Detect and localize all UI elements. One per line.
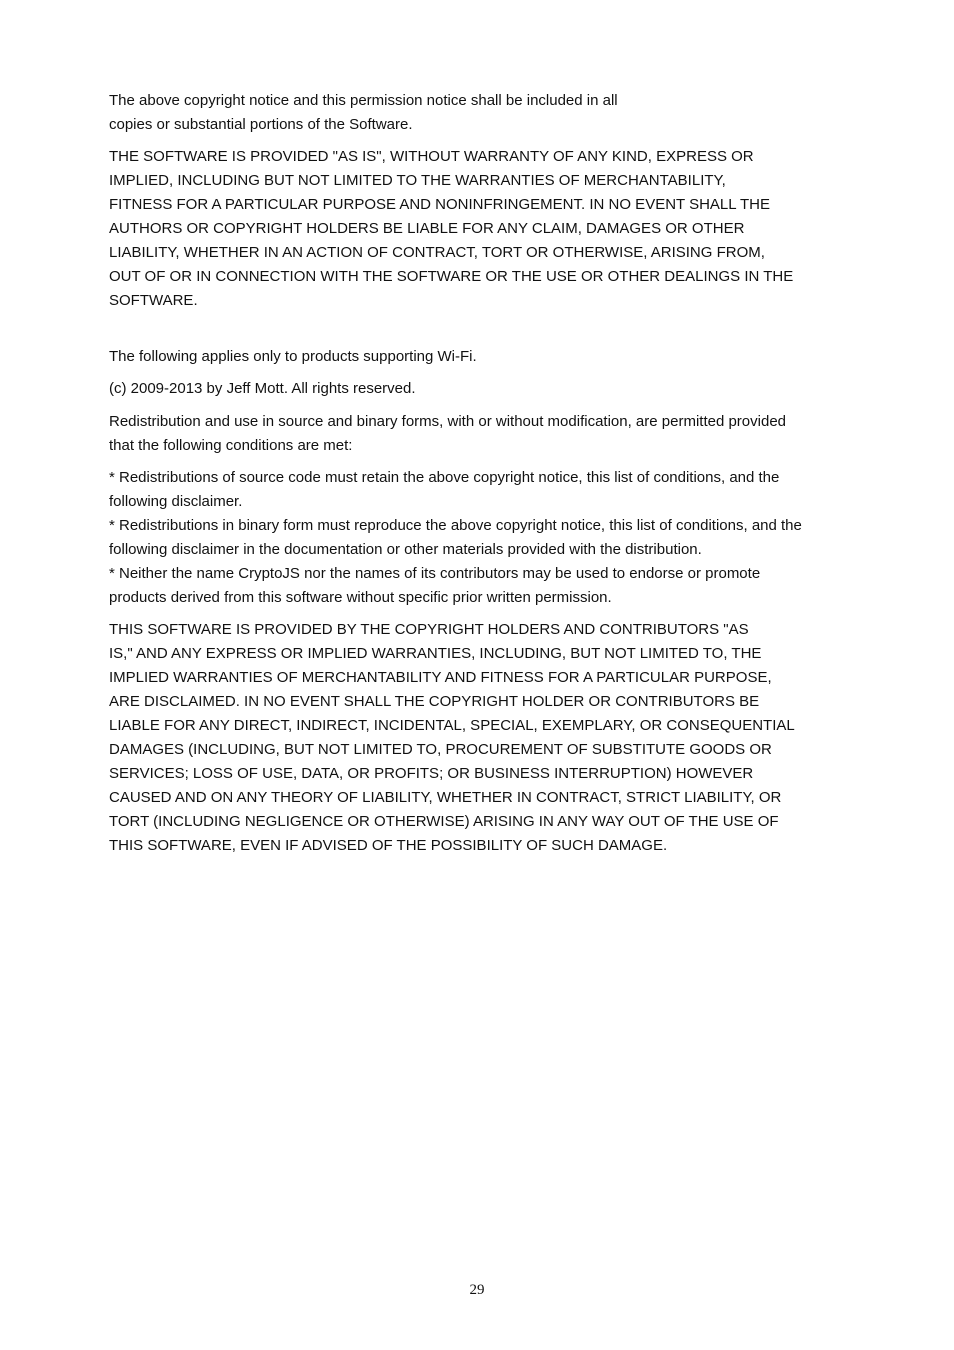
copyright-notice-paragraph: The above copyright notice and this permission notice shall be included in all copies or substantial portions of the Software. (109, 92, 618, 133)
liability-disclaimer-paragraph: THIS SOFTWARE IS PROVIDED BY THE COPYRIGHT HOLDERS AND CONTRIBUTORS "AS IS," AND ANY EXPRESS OR IMPLIED WARRANTIES, INCLUDING, BUT NOT LIMITED TO, THE IMPLIED WARRANTIES OF MERCHANTABILITY AND FITNESS FOR A PARTICULAR PURPOSE, ARE DISCLAIMED. IN NO EVENT SHALL THE COPYRIGHT HOLDER OR CONTRIBUTORS BE LIABLE FOR ANY DIRECT, INDIRECT, INCIDENTAL, SPECIAL, EXEMPLARY, OR CONSEQUENTIAL DAMAGES (INCLUDING, BUT NOT LIMITED TO, PROCUREMENT OF SUBSTITUTE GOODS OR SERVICES; LOSS OF USE, DATA, OR PROFITS; OR BUSINESS INTERRUPTION) HOWEVER CAUSED AND ON ANY THEORY OF LIABILITY, WHETHER IN CONTRACT, STRICT LIABILITY, OR TORT (INCLUDING NEGLIGENCE OR OTHERWISE) ARISING IN ANY WAY OUT OF THE USE OF THIS SOFTWARE, EVEN IF ADVISED OF THE POSSIBILITY OF SUCH DAMAGE. (109, 621, 795, 854)
wifi-applies-paragraph: The following applies only to products supporting Wi-Fi. (109, 348, 477, 365)
cryptojs-copyright-paragraph: (c) 2009-2013 by Jeff Mott. All rights reserved. (109, 380, 416, 397)
warranty-disclaimer-paragraph: THE SOFTWARE IS PROVIDED "AS IS", WITHOUT WARRANTY OF ANY KIND, EXPRESS OR IMPLIED, INCLUDING BUT NOT LIMITED TO THE WARRANTIES OF MERCHANTABILITY, FITNESS FOR A PARTICULAR PURPOSE AND NONINFRINGEMENT. IN NO EVENT SHALL THE AUTHORS OR COPYRIGHT HOLDERS BE LIABLE FOR ANY CLAIM, DAMAGES OR OTHER LIABILITY, WHETHER IN AN ACTION OF CONTRACT, TORT OR OTHERWISE, ARISING FROM, OUT OF OR IN CONNECTION WITH THE SOFTWARE OR THE USE OR OTHER DEALINGS IN THE SOFTWARE. (109, 148, 794, 309)
conditions-list: * Redistributions of source code must retain the above copyright notice, this list of conditions, and the following disclaimer. * Redistributions in binary form must reproduce the above copyright notice, this list of conditions, and the following disclaimer in the documentation or other materials provided with the distribution. * Neither the name CryptoJS nor the names of its contributors may be used to endorse or promote products derived from this software without specific prior written permission. (109, 469, 802, 606)
redistribution-paragraph: Redistribution and use in source and binary forms, with or without modification, are permitted provided that the following conditions are met: (109, 413, 787, 454)
page-number: 29 (469, 1282, 485, 1298)
